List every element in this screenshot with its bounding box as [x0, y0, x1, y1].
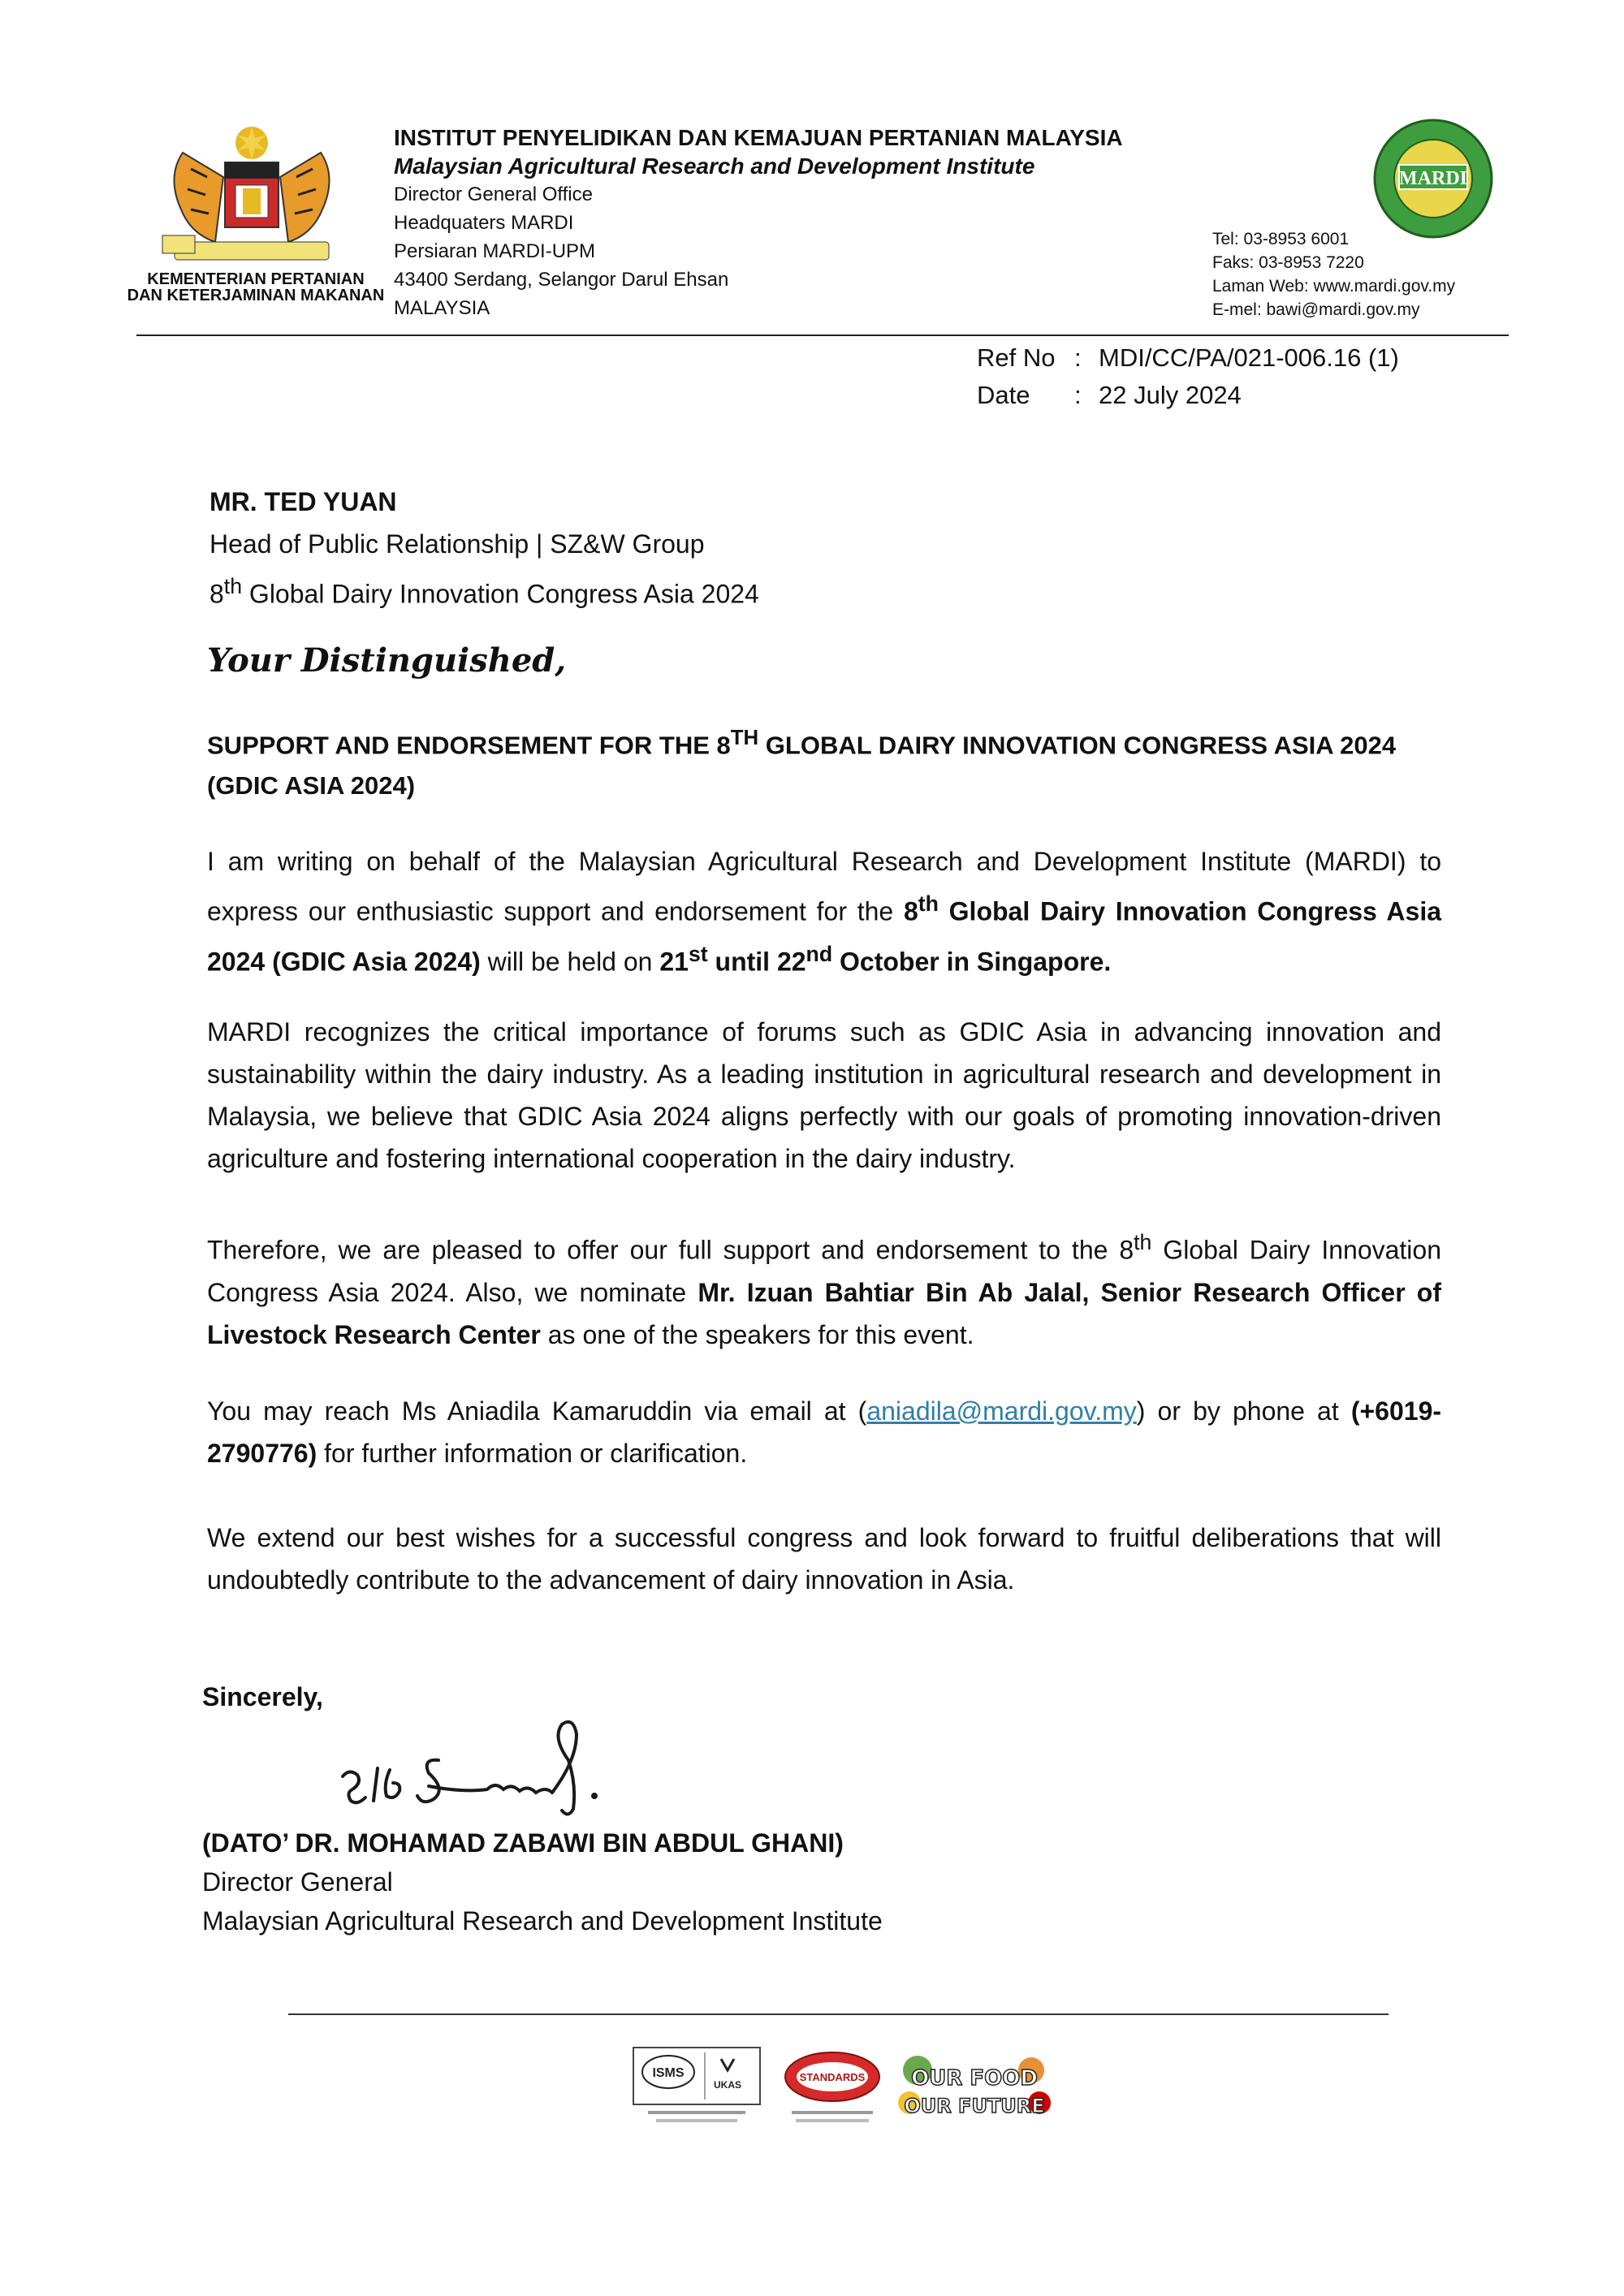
footer-divider — [288, 2013, 1389, 2015]
standards-text: STANDARDS — [799, 2071, 866, 2083]
handwritten-signature — [333, 1711, 641, 1821]
ref-value: MDI/CC/PA/021-006.16 (1) — [1099, 343, 1399, 372]
institute-name-malay: INSTITUT PENYELIDIKAN DAN KEMAJUAN PERTANIAN MALAYSIA — [394, 125, 1123, 150]
signatory-name: (DATO’ DR. MOHAMAD ZABAWI BIN ABDUL GHANI) — [202, 1828, 844, 1858]
signatory-title: Director General — [202, 1867, 393, 1897]
paragraph-4 — [207, 1390, 1441, 1474]
p4-text-a: You may reach Ms Aniadila Kamaruddin via email at ( — [207, 1396, 867, 1426]
isms-text: ISMS — [652, 2066, 685, 2080]
date-value: 22 July 2024 — [1099, 381, 1242, 409]
event-name: Global Dairy Innovation Congress Asia 2024 — [242, 579, 759, 609]
reference-block — [977, 339, 1399, 414]
address-line-1: Headquaters MARDI — [394, 212, 574, 234]
website: Laman Web: www.mardi.gov.my — [1212, 277, 1456, 296]
fax: Faks: 03-8953 7220 — [1212, 253, 1364, 272]
closing: Sincerely, — [202, 1682, 323, 1711]
p4-text-b: ) or by phone at — [1136, 1396, 1351, 1426]
p1-text-a: I am writing on behalf of the Malaysian Agricultural Research and Development Institute (MARDI) to express our enthusiastic support and endorsement for the — [207, 847, 1441, 926]
recipient-title: Head of Public Relationship | SZ&W Group — [209, 529, 705, 559]
our-future-text: OUR FUTURE — [904, 2095, 1045, 2117]
event-sup: th — [223, 574, 243, 598]
p1-event-sup: th — [918, 891, 939, 916]
recipient-block — [209, 481, 759, 615]
p1-text-c: will be held on — [480, 947, 660, 977]
p1-date-end-sup: nd — [806, 941, 833, 966]
institute-address — [394, 123, 1123, 322]
standards-malaysia-logo — [780, 2046, 885, 2131]
p4-text-c: for further information or clarification. — [317, 1439, 748, 1468]
address-line-2: Persiaran MARDI-UPM — [394, 240, 596, 262]
address-line-4: MALAYSIA — [394, 297, 490, 319]
p3-text-a: Therefore, we are pleased to offer our full support and endorsement to the 8 — [207, 1235, 1134, 1265]
p3-text-b: Global Dairy Innovation Congress Asia 2024. Also, we nominate — [207, 1235, 1442, 1307]
subject-sup: TH — [730, 727, 759, 749]
contact-email-link[interactable]: aniadila@mardi.gov.my — [866, 1396, 1137, 1426]
office-line: Director General Office — [394, 183, 593, 205]
our-food-text: OUR FOOD — [911, 2066, 1038, 2091]
paragraph-5: We extend our best wishes for a successful congress and look forward to fruitful deliberations that will undoubtedly contribute to the advancement of dairy innovation in Asia. — [207, 1523, 1441, 1595]
ukas-text: UKAS — [713, 2079, 742, 2091]
ministry-line-1: KEMENTERIAN PERTANIAN — [147, 270, 365, 288]
p1-date-end: until 22 — [707, 947, 806, 977]
subject-line — [207, 718, 1441, 806]
coat-of-arms-logo — [158, 120, 345, 270]
email: E-mel: bawi@mardi.gov.my — [1212, 300, 1420, 319]
date-label: Date — [977, 381, 1030, 409]
date-colon: : — [1074, 381, 1082, 409]
ref-colon: : — [1074, 343, 1082, 372]
institute-name-english: Malaysian Agricultural Research and Development Institute — [394, 153, 1035, 179]
isms-certification-logo — [632, 2046, 762, 2131]
salutation: Your Distinguished, — [207, 641, 567, 680]
p1-event-name: Global Dairy Innovation Congress Asia 2024 (GDIC Asia 2024) — [207, 896, 1442, 977]
subject-part-b: GLOBAL DAIRY INNOVATION CONGRESS ASIA 2024 (GDIC ASIA 2024) — [207, 731, 1397, 801]
subject-part-a: SUPPORT AND ENDORSEMENT FOR THE 8 — [207, 731, 731, 760]
mardi-seal-logo — [1372, 118, 1494, 240]
telephone: Tel: 03-8953 6001 — [1212, 230, 1350, 248]
contact-phone: (+6019-2790776) — [207, 1396, 1442, 1468]
p1-date-start-sup: st — [688, 941, 708, 966]
recipient-name: MR. TED YUAN — [209, 487, 397, 516]
paragraph-2: MARDI recognizes the critical importance of forums such as GDIC Asia in advancing innovation and sustainability within the dairy industry. As a leading institution in agricultural research and development in Malaysia, we believe that GDIC Asia 2024 aligns perfectly with our goals of promoting innovation-driven agriculture and fostering international cooperation in the dairy industry. — [207, 1017, 1441, 1173]
contact-info — [1212, 227, 1455, 322]
event-number: 8 — [209, 579, 224, 609]
p3-text-d: as one of the speakers for this event. — [540, 1319, 974, 1349]
p3-sup: th — [1134, 1230, 1152, 1254]
p1-date-start: 21 — [659, 947, 689, 977]
p1-event-number: 8 — [903, 896, 918, 926]
address-line-3: 43400 Serdang, Selangor Darul Ehsan — [394, 269, 729, 291]
signatory-block — [202, 1823, 883, 1940]
paragraph-1 — [207, 840, 1441, 982]
signatory-organization: Malaysian Agricultural Research and Development Institute — [202, 1906, 883, 1936]
ministry-name — [122, 271, 390, 304]
seal-text: MARDI — [1399, 168, 1467, 189]
paragraph-3 — [207, 1221, 1441, 1356]
ref-label: Ref No — [977, 343, 1056, 372]
recipient-event — [209, 565, 759, 615]
p3-nominee: Mr. Izuan Bahtiar Bin Ab Jalal, Senior Research Officer of Livestock Research Center — [207, 1277, 1442, 1349]
our-food-our-future-logo — [893, 2046, 1056, 2131]
ministry-line-2: DAN KETERJAMINAN MAKANAN — [127, 287, 385, 304]
p1-location: October in Singapore. — [832, 947, 1112, 977]
header-divider — [136, 334, 1509, 336]
